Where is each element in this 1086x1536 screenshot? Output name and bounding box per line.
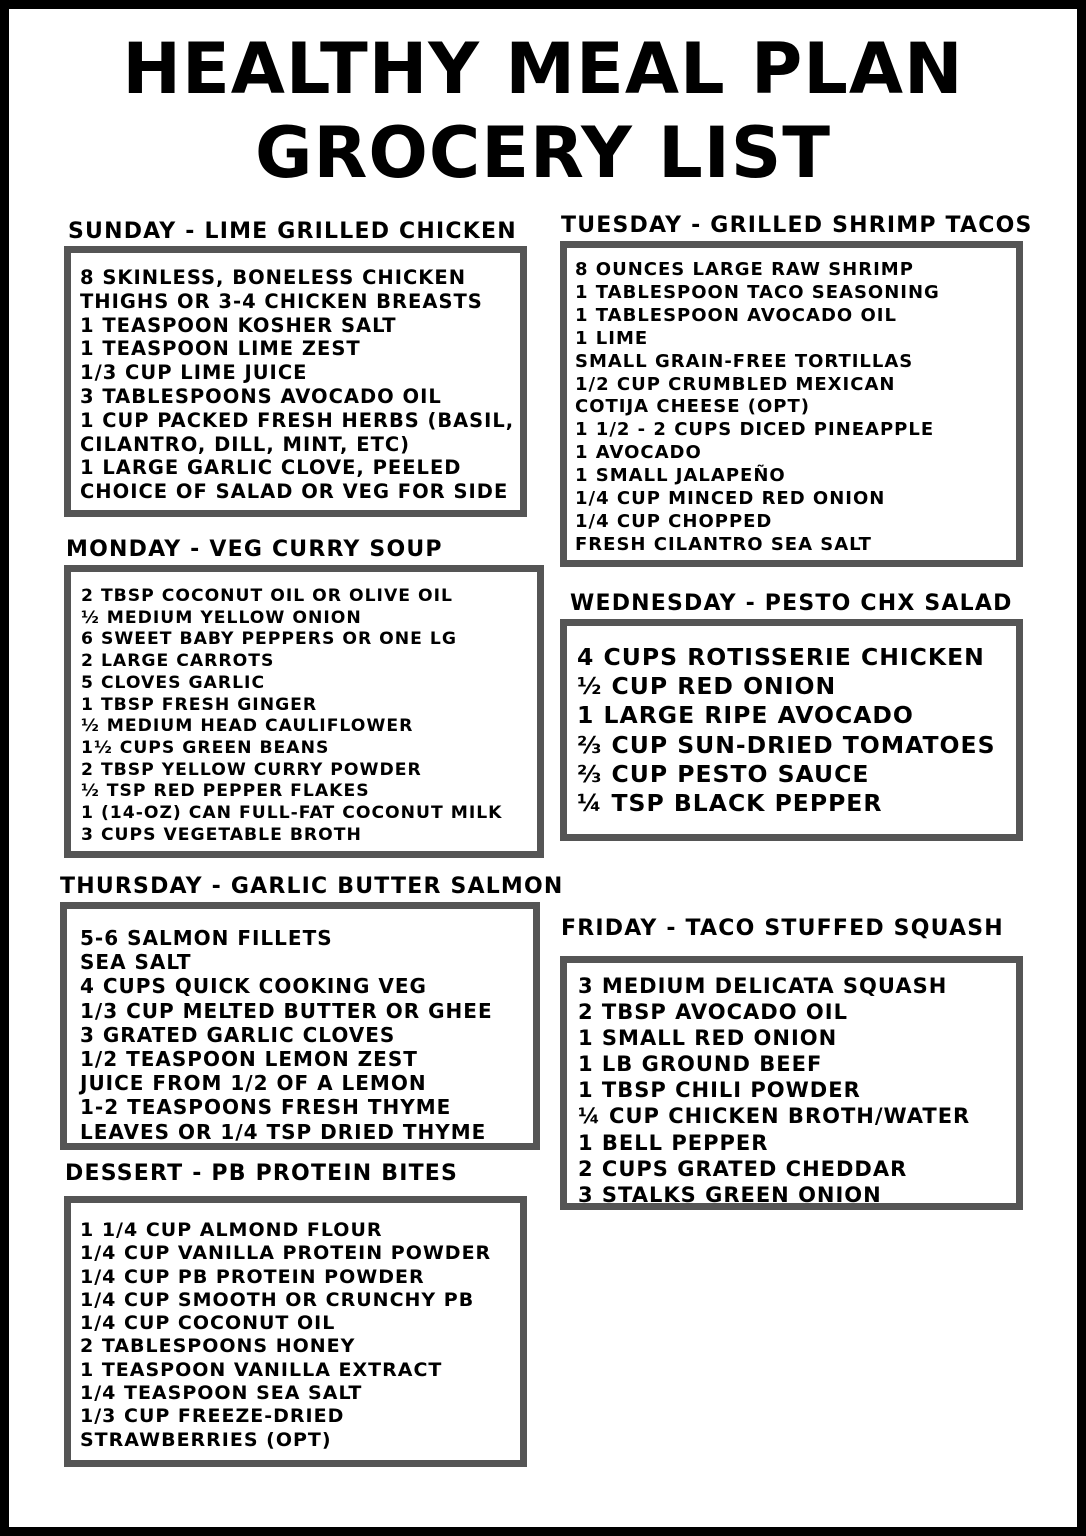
thursday-ingredient-box	[60, 902, 540, 1150]
friday-ingredient-box	[560, 956, 1023, 1210]
ingredient-item: CHOICE OF SALAD OR VEG FOR SIDE	[80, 480, 509, 504]
ingredient-item: ½ MEDIUM YELLOW ONION	[81, 607, 362, 628]
ingredient-item: 1/4 CUP SMOOTH OR CRUNCHY PB	[80, 1288, 475, 1311]
wednesday-heading: WEDNESDAY - PESTO CHX SALAD	[570, 591, 1013, 616]
tuesday-heading: TUESDAY - GRILLED SHRIMP TACOS	[561, 213, 1033, 238]
dessert-heading: DESSERT - PB PROTEIN BITES	[65, 1161, 459, 1186]
thursday-ingredient-list	[80, 926, 533, 1144]
ingredient-item: 1 TEASPOON KOSHER SALT	[80, 313, 397, 337]
thursday-heading: THURSDAY - GARLIC BUTTER SALMON	[60, 874, 564, 899]
ingredient-item: 2 LARGE CARROTS	[81, 651, 275, 672]
ingredient-item: ½ TSP RED PEPPER FLAKES	[81, 781, 370, 802]
ingredient-item: 1/4 CUP VANILLA PROTEIN POWDER	[80, 1242, 492, 1265]
ingredient-item: 1/3 CUP MELTED BUTTER OR GHEE	[80, 998, 493, 1023]
page-title-line-1: HEALTHY MEAL PLAN	[122, 28, 964, 110]
ingredient-item: 1/4 CUP COCONUT OIL	[80, 1312, 336, 1335]
ingredient-item: 1/4 CUP PB PROTEIN POWDER	[80, 1265, 425, 1288]
ingredient-item: 1½ CUPS GREEN BEANS	[81, 737, 330, 758]
ingredient-item: 3 STALKS GREEN ONION	[578, 1182, 882, 1207]
ingredient-item: 1 TBSP CHILI POWDER	[578, 1078, 861, 1103]
ingredient-item: ¼ TSP BLACK PEPPER	[577, 789, 883, 818]
monday-heading: MONDAY - VEG CURRY SOUP	[66, 537, 443, 562]
ingredient-item: LEAVES OR 1/4 TSP DRIED THYME	[80, 1119, 487, 1144]
ingredient-item: 3 MEDIUM DELICATA SQUASH	[578, 974, 948, 998]
tuesday-ingredient-list	[575, 259, 1016, 557]
ingredient-item: 6 SWEET BABY PEPPERS OR ONE LG	[81, 629, 457, 650]
ingredient-item: 1 BELL PEPPER	[578, 1130, 769, 1155]
ingredient-item: 1 LARGE RIPE AVOCADO	[577, 701, 914, 730]
ingredient-item: 3 GRATED GARLIC CLOVES	[80, 1022, 396, 1047]
ingredient-item: SEA SALT	[80, 950, 192, 975]
ingredient-item: 8 OUNCES LARGE RAW SHRIMP	[575, 259, 914, 280]
monday-ingredient-list	[81, 586, 537, 846]
ingredient-item: 5-6 SALMON FILLETS	[80, 926, 333, 950]
ingredient-item: 1/3 CUP FREEZE-DRIED	[80, 1405, 345, 1428]
ingredient-item: THIGHS OR 3-4 CHICKEN BREASTS	[80, 289, 483, 313]
ingredient-item: 1-2 TEASPOONS FRESH THYME	[80, 1095, 452, 1120]
ingredient-item: 1/2 CUP CRUMBLED MEXICAN	[575, 373, 896, 395]
sunday-heading: SUNDAY - LIME GRILLED CHICKEN	[68, 219, 517, 244]
ingredient-item: 3 CUPS VEGETABLE BROTH	[81, 824, 362, 845]
friday-ingredient-list	[578, 973, 1016, 1208]
ingredient-item: ¼ CUP CHICKEN BROTH/WATER	[578, 1104, 971, 1129]
ingredient-item: ½ MEDIUM HEAD CAULIFLOWER	[81, 716, 414, 737]
dessert-ingredient-box	[64, 1196, 527, 1467]
ingredient-item: 1 LARGE GARLIC CLOVE, PEELED	[80, 456, 462, 480]
ingredient-item: CILANTRO, DILL, MINT, ETC)	[80, 432, 411, 456]
ingredient-item: 1 LB GROUND BEEF	[578, 1052, 823, 1077]
ingredient-item: 4 CUPS QUICK COOKING VEG	[80, 974, 427, 999]
ingredient-item: 1 1/4 CUP ALMOND FLOUR	[80, 1219, 383, 1241]
ingredient-item: 1 CUP PACKED FRESH HERBS (BASIL,	[80, 408, 515, 432]
ingredient-item: 1 AVOCADO	[575, 442, 702, 464]
ingredient-item: 1 (14-OZ) CAN FULL-FAT COCONUT MILK	[81, 803, 503, 824]
monday-ingredient-box	[64, 565, 544, 858]
ingredient-item: 5 CLOVES GARLIC	[81, 672, 266, 693]
ingredient-item: 1/4 CUP CHOPPED	[575, 510, 773, 532]
friday-heading: FRIDAY - TACO STUFFED SQUASH	[561, 916, 1004, 941]
tuesday-ingredient-box	[560, 241, 1023, 567]
ingredient-item: 4 CUPS ROTISSERIE CHICKEN	[577, 643, 985, 671]
ingredient-item: 1 TEASPOON VANILLA EXTRACT	[80, 1358, 443, 1381]
wednesday-ingredient-box	[560, 619, 1023, 841]
ingredient-item: 1 TABLESPOON AVOCADO OIL	[575, 304, 897, 326]
ingredient-item: ½ CUP RED ONION	[577, 672, 837, 701]
ingredient-item: 1 TEASPOON LIME ZEST	[80, 337, 361, 361]
ingredient-item: SMALL GRAIN-FREE TORTILLAS	[575, 350, 914, 372]
ingredient-item: 3 TABLESPOONS AVOCADO OIL	[80, 384, 442, 408]
ingredient-item: 2 TBSP AVOCADO OIL	[578, 1000, 848, 1025]
ingredient-item: 1 TBSP FRESH GINGER	[81, 694, 318, 715]
wednesday-ingredient-list	[577, 643, 1016, 818]
ingredient-item: 8 SKINLESS, BONELESS CHICKEN	[80, 266, 467, 289]
ingredient-item: JUICE FROM 1/2 OF A LEMON	[80, 1071, 427, 1096]
ingredient-item: 1/2 TEASPOON LEMON ZEST	[80, 1047, 418, 1072]
sunday-ingredient-list	[80, 266, 520, 504]
dessert-ingredient-list	[80, 1219, 520, 1452]
ingredient-item: STRAWBERRIES (OPT)	[80, 1428, 332, 1451]
page-title-line-2: GROCERY LIST	[255, 112, 831, 194]
ingredient-item: 1 1/2 - 2 CUPS DICED PINEAPPLE	[575, 419, 935, 441]
ingredient-item: COTIJA CHEESE (OPT)	[575, 396, 810, 418]
sunday-ingredient-box	[64, 246, 527, 517]
ingredient-item: 2 TBSP COCONUT OIL OR OLIVE OIL	[81, 586, 453, 606]
ingredient-item: 1/3 CUP LIME JUICE	[80, 361, 308, 385]
ingredient-item: 1 TABLESPOON TACO SEASONING	[575, 281, 940, 303]
ingredient-item: 1/4 TEASPOON SEA SALT	[80, 1382, 363, 1405]
ingredient-item: FRESH CILANTRO SEA SALT	[575, 533, 872, 555]
ingredient-item: 2 TBSP YELLOW CURRY POWDER	[81, 759, 422, 780]
ingredient-item: 1 SMALL JALAPEÑO	[575, 465, 786, 487]
ingredient-item: ⅔ CUP SUN-DRIED TOMATOES	[577, 730, 996, 759]
ingredient-item: 1/4 CUP MINCED RED ONION	[575, 488, 886, 510]
ingredient-item: 1 LIME	[575, 327, 649, 349]
ingredient-item: 2 CUPS GRATED CHEDDAR	[578, 1156, 908, 1181]
ingredient-item: 1 SMALL RED ONION	[578, 1026, 838, 1051]
ingredient-item: ⅔ CUP PESTO SAUCE	[577, 759, 870, 788]
ingredient-item: 2 TABLESPOONS HONEY	[80, 1335, 356, 1358]
